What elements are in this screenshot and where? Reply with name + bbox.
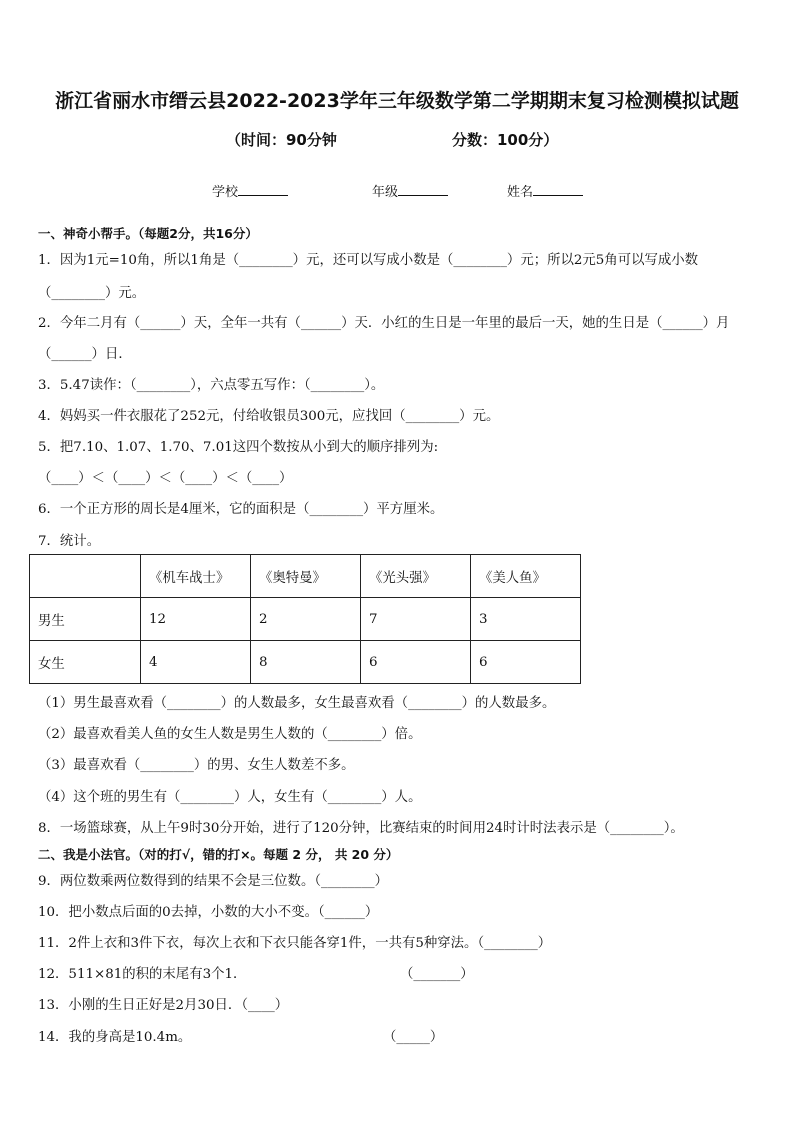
question-3: 3．5.47读作：（________），六点零五写作：（________）。 bbox=[38, 378, 385, 393]
name-label: 姓名 bbox=[507, 185, 534, 200]
question-1-line2: （________）元。 bbox=[38, 286, 146, 301]
table-header-cell bbox=[30, 555, 141, 598]
question-2-line1: 2．今年二月有（______）天，全年一共有（______）天．小红的生日是一年里的最后一天，她的生日是（______）月 bbox=[38, 316, 730, 331]
table-cell: 女生 bbox=[30, 641, 141, 684]
question-13: 13．小刚的生日正好是2月30日．（____） bbox=[38, 998, 289, 1013]
name-field bbox=[507, 181, 583, 200]
table-cell: 8 bbox=[251, 641, 361, 684]
exam-title: 浙江省丽水市缙云县2022-2023学年三年级数学第二学期期末复习检测模拟试题 bbox=[55, 90, 739, 112]
table-header-row bbox=[30, 555, 581, 598]
section2-heading: 二、我是小法官。（对的打√，错的打×。每题 2 分， 共 20 分） bbox=[38, 847, 399, 862]
name-blank[interactable] bbox=[533, 183, 583, 196]
question-14-blank: （_____） bbox=[383, 1030, 444, 1045]
table-cell: 12 bbox=[141, 598, 251, 641]
question-7-3: （3）最喜欢看（________）的男、女生人数差不多。 bbox=[38, 758, 355, 773]
question-2-line2: （______）日． bbox=[38, 347, 132, 362]
table-cell: 2 bbox=[251, 598, 361, 641]
table-row bbox=[30, 641, 581, 684]
question-7-2: （2）最喜欢看美人鱼的女生人数是男生人数的（________）倍。 bbox=[38, 727, 422, 742]
table-cell: 男生 bbox=[30, 598, 141, 641]
question-11: 11．2件上衣和3件下衣，每次上衣和下衣只能各穿1件，一共有5种穿法。（________） bbox=[38, 936, 552, 951]
table-header-cell: 《美人鱼》 bbox=[471, 555, 581, 598]
table-cell: 4 bbox=[141, 641, 251, 684]
table-cell: 6 bbox=[471, 641, 581, 684]
grade-field bbox=[372, 181, 448, 200]
section1-heading: 一、神奇小帮手。（每题2分，共16分） bbox=[38, 226, 258, 241]
table-header-cell: 《机车战士》 bbox=[141, 555, 251, 598]
question-7: 7．统计。 bbox=[38, 534, 101, 549]
question-5-line2: （____）＜（____）＜（____）＜（____） bbox=[38, 471, 293, 486]
school-blank[interactable] bbox=[238, 183, 288, 196]
stats-table bbox=[29, 554, 581, 684]
school-field bbox=[212, 181, 288, 200]
grade-label: 年级 bbox=[372, 185, 399, 200]
school-label: 学校 bbox=[212, 185, 239, 200]
exam-time: （时间：90分钟 bbox=[226, 131, 337, 149]
question-8: 8．一场篮球赛，从上午9时30分开始，进行了120分钟，比赛结束的时间用24时计时法表示是（________）。 bbox=[38, 821, 684, 836]
table-row bbox=[30, 598, 581, 641]
table-header-cell: 《光头强》 bbox=[361, 555, 471, 598]
question-10: 10．把小数点后面的0去掉，小数的大小不变。（______） bbox=[38, 905, 379, 920]
question-7-1: （1）男生最喜欢看（________）的人数最多，女生最喜欢看（________）的人数最多。 bbox=[38, 696, 556, 711]
question-1-line1: 1．因为1元=10角，所以1角是（________）元，还可以写成小数是（________）元；所以2元5角可以写成小数 bbox=[38, 253, 699, 268]
question-12-blank: （_______） bbox=[400, 967, 474, 982]
table-cell: 6 bbox=[361, 641, 471, 684]
table-header-cell: 《奥特曼》 bbox=[251, 555, 361, 598]
question-6: 6．一个正方形的周长是4厘米，它的面积是（________）平方厘米。 bbox=[38, 502, 444, 517]
question-7-4: （4）这个班的男生有（________）人，女生有（________）人。 bbox=[38, 790, 422, 805]
grade-blank[interactable] bbox=[398, 183, 448, 196]
question-12: 12．511×81的积的末尾有3个1． bbox=[38, 967, 247, 982]
question-9: 9．两位数乘两位数得到的结果不会是三位数。（________） bbox=[38, 874, 388, 889]
exam-score: 分数：100分） bbox=[452, 131, 559, 149]
table-cell: 3 bbox=[471, 598, 581, 641]
question-14: 14．我的身高是10.4m。 bbox=[38, 1030, 192, 1045]
table-cell: 7 bbox=[361, 598, 471, 641]
question-4: 4．妈妈买一件衣服花了252元，付给收银员300元，应找回（________）元。 bbox=[38, 409, 500, 424]
question-5-line1: 5．把7.10、1.07、1.70、7.01这四个数按从小到大的顺序排列为: bbox=[38, 440, 439, 455]
